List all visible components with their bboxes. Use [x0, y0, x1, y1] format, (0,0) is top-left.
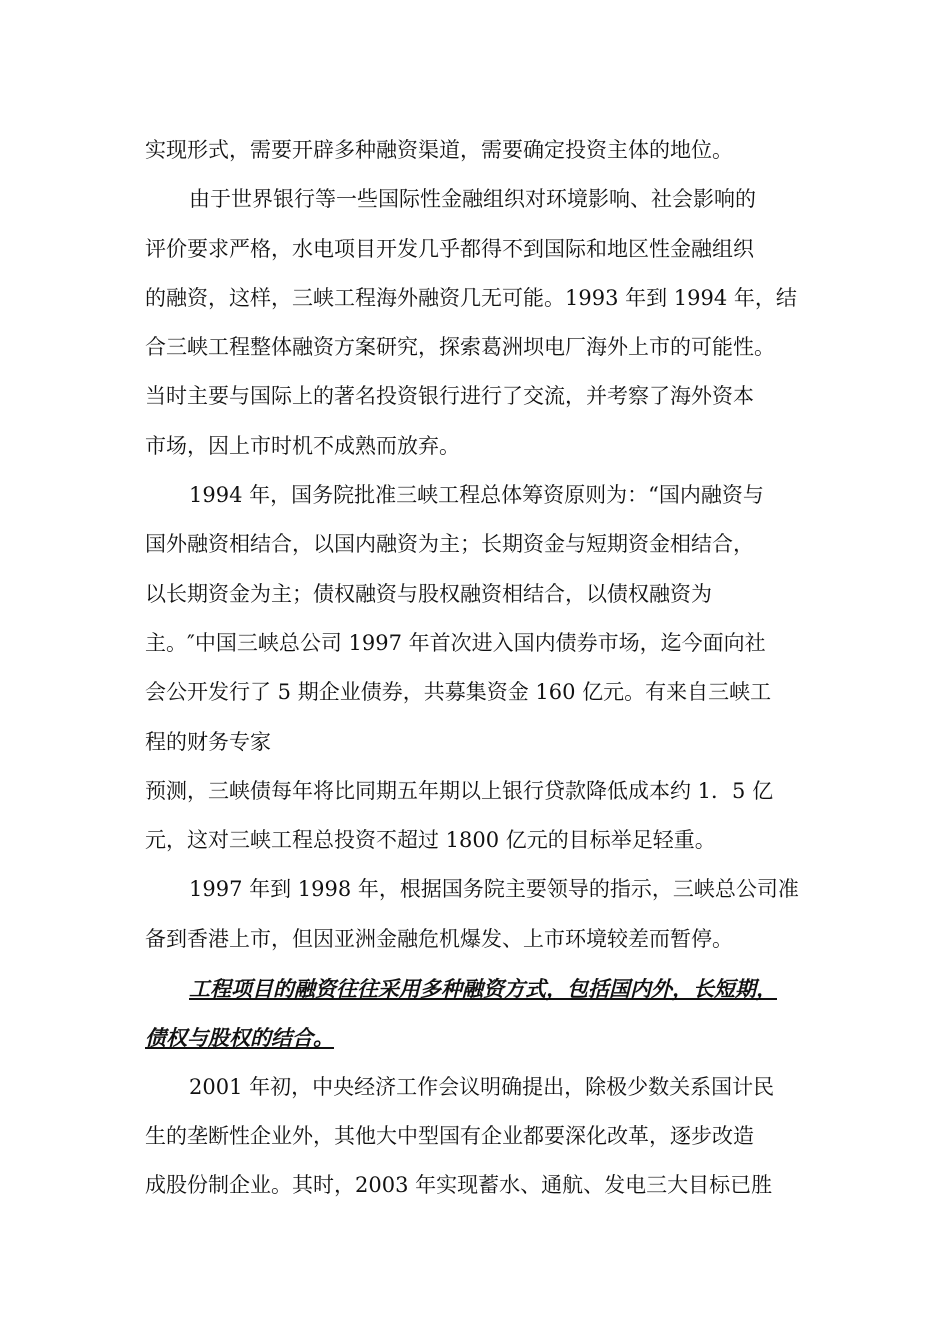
- text-line: 以长期资金为主；债权融资与股权融资相结合，以债权融资为: [145, 581, 712, 606]
- text-line: 实现形式，需要开辟多种融资渠道，需要确定投资主体的地位。: [145, 138, 733, 162]
- text-line: 国外融资相结合，以国内融资为主；长期资金与短期资金相结合，: [145, 532, 754, 557]
- text-line: 当时主要与国际上的著名投资银行进行了交流，并考察了海外资本: [145, 384, 754, 409]
- text-line: 的融资，这样，三峡工程海外融资几无可能。1993 年到 1994 年，结: [145, 285, 797, 310]
- text-line: 由于世界银行等一些国际性金融组织对环境影响、社会影响的: [189, 187, 756, 212]
- emphasis-line: 工程项目的融资往往采用多种融资方式，包括国内外，长短期，: [189, 976, 777, 1002]
- text-line: 生的垄断性企业外，其他大中型国有企业都要深化改革，逐步改造: [145, 1123, 754, 1148]
- text-line: 程的财务专家: [145, 729, 271, 754]
- text-line: 2001 年初，中央经济工作会议明确提出，除极少数关系国计民: [189, 1074, 775, 1099]
- text-line: 主。″中国三峡总公司 1997 年首次进入国内债券市场，迄今面向社: [145, 630, 766, 655]
- emphasis-line: 债权与股权的结合。: [145, 1025, 334, 1051]
- text-line: 会公开发行了 5 期企业债券，共募集资金 160 亿元。有来自三峡工: [145, 680, 772, 705]
- text-line: 元，这对三峡工程总投资不超过 1800 亿元的目标举足轻重。: [145, 828, 716, 853]
- text-line: 合三峡工程整体融资方案研究，探索葛洲坝电厂海外上市的可能性。: [145, 335, 775, 360]
- text-line: 1994 年，国务院批准三峡工程总体筹资原则为：“国内融资与: [189, 483, 764, 508]
- body-text: [145, 126, 845, 1211]
- text-line: 评价要求严格，水电项目开发几乎都得不到国际和地区性金融组织: [145, 236, 754, 261]
- text-line: 预测，三峡债每年将比同期五年期以上银行贷款降低成本约 1．5 亿: [145, 778, 774, 803]
- text-line: 成股份制企业。其时，2003 年实现蓄水、通航、发电三大目标已胜: [145, 1173, 773, 1198]
- text-line: 备到香港上市，但因亚洲金融危机爆发、上市环境较差而暂停。: [145, 926, 733, 951]
- text-line: 1997 年到 1998 年，根据国务院主要领导的指示，三峡总公司准: [189, 877, 799, 902]
- text-line: 市场，因上市时机不成熟而放弃。: [145, 433, 460, 458]
